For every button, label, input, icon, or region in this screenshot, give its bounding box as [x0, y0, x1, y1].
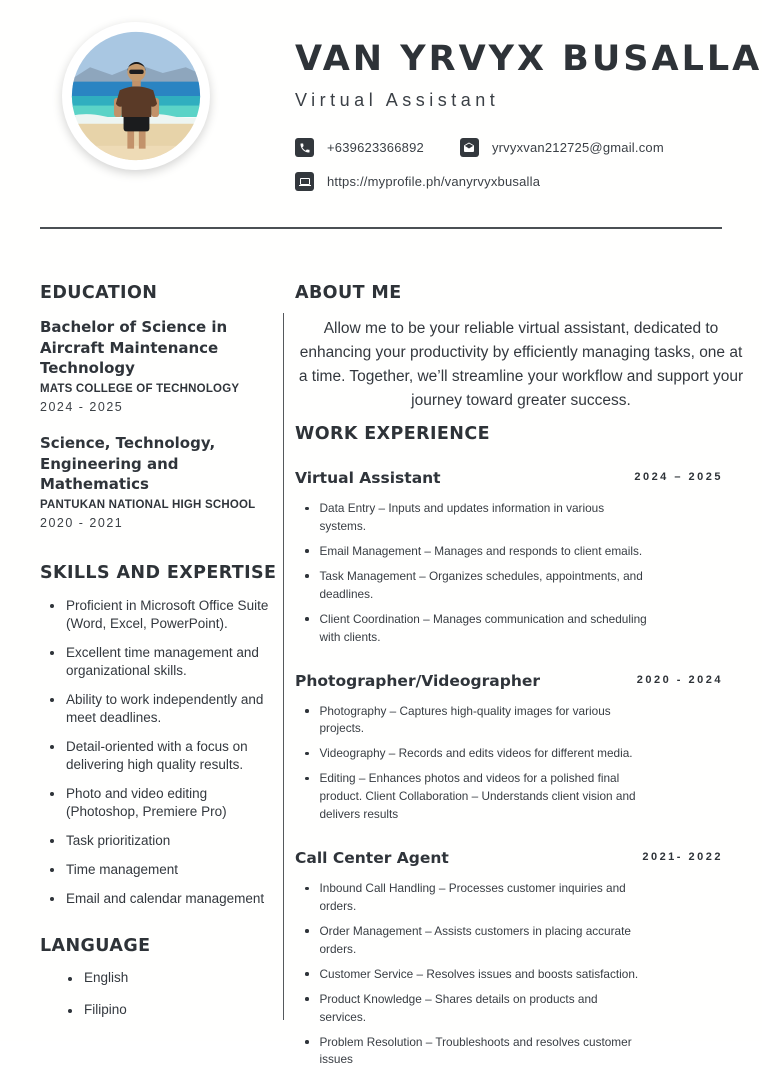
bullet-icon [50, 604, 54, 608]
bullet-icon [305, 929, 309, 933]
email-icon [460, 138, 479, 157]
profile-photo [62, 22, 210, 170]
list-item: Product Knowledge – Shares details on products and services. [305, 991, 647, 1027]
bullet-icon [50, 868, 54, 872]
column-divider [283, 313, 284, 1020]
job-bullet-list [295, 703, 647, 825]
job-bullet-list [295, 880, 647, 1069]
beach-portrait-image [69, 29, 203, 163]
right-column [295, 283, 747, 1076]
list-item: Excellent time management and organizational skills. [50, 644, 280, 680]
email-contact [460, 138, 664, 157]
list-item: Photography – Captures high-quality images for various projects. [305, 703, 647, 739]
list-item: Order Management – Assists customers in placing accurate orders. [305, 923, 647, 959]
website-url: https://myprofile.ph/vanyrvyxbusalla [327, 174, 541, 189]
website-icon [295, 172, 314, 191]
header [295, 39, 762, 206]
job-dates: 2024 – 2025 [634, 471, 723, 484]
list-item: Email and calendar management [50, 890, 280, 908]
list-item: Proficient in Microsoft Office Suite (Word, Excel, PowerPoint). [50, 597, 280, 633]
education-entry [40, 317, 280, 414]
job-title: Call Center Agent [295, 849, 449, 868]
job-title: Virtual Assistant [295, 469, 441, 488]
bullet-icon [305, 549, 309, 553]
list-item: Editing – Enhances photos and videos for a polished final product. Client Collaboration – Understands client vision and delivers results [305, 770, 647, 824]
list-item: Videography – Records and edits videos for different media. [305, 745, 647, 763]
job-entry [295, 672, 723, 825]
list-item: Customer Service – Resolves issues and boosts satisfaction. [305, 966, 647, 984]
job-title-subtitle: Virtual Assistant [295, 90, 500, 110]
bullet-icon [50, 745, 54, 749]
education-dates: 2024 - 2025 [40, 400, 124, 415]
list-item: English [68, 970, 280, 985]
phone-icon [295, 138, 314, 157]
bullet-icon [50, 897, 54, 901]
language-list [40, 970, 280, 1017]
list-item: Detail-oriented with a focus on delivering high quality results. [50, 738, 280, 774]
phone-number: +639623366892 [327, 140, 424, 155]
bullet-icon [68, 1009, 72, 1013]
bullet-icon [50, 792, 54, 796]
job-dates: 2020 - 2024 [636, 673, 723, 686]
bullet-icon [305, 1040, 309, 1044]
bullet-icon [50, 698, 54, 702]
job-dates: 2021- 2022 [642, 851, 723, 864]
list-item: Time management [50, 861, 280, 879]
bullet-icon [305, 997, 309, 1001]
contact-info [295, 138, 735, 191]
list-item: Filipino [68, 1002, 280, 1017]
job-entry [295, 469, 723, 646]
job-entry [295, 849, 723, 1069]
website-contact [295, 172, 540, 191]
job-title: Photographer/Videographer [295, 671, 541, 690]
left-column [40, 283, 280, 1034]
list-item: Email Management – Manages and responds to client emails. [305, 543, 647, 561]
email-address: yrvyxvan212725@gmail.com [491, 140, 664, 155]
page-title: VAN YRVYX BUSALLA [295, 39, 762, 79]
bullet-icon [68, 977, 72, 981]
skills-heading: SKILLS AND EXPERTISE [40, 563, 277, 584]
school-name: PANTUKAN NATIONAL HIGH SCHOOL [40, 499, 256, 512]
bullet-icon [305, 887, 309, 891]
education-dates: 2020 - 2021 [40, 516, 124, 531]
bullet-icon [305, 617, 309, 621]
job-bullet-list [295, 500, 647, 646]
list-item: Ability to work independently and meet deadlines. [50, 691, 280, 727]
list-item: Task Management – Organizes schedules, appointments, and deadlines. [305, 568, 647, 604]
skills-list [40, 597, 280, 907]
list-item: Inbound Call Handling – Processes customer inquiries and orders. [305, 880, 647, 916]
list-item: Problem Resolution – Troubleshoots and resolves customer issues [305, 1034, 647, 1070]
about-text: Allow me to be your reliable virtual assistant, dedicated to enhancing your productivity by efficiently managing tasks, one at a time. Together, we’ll streamline your workflow and support your journey toward greater success. [298, 320, 744, 410]
phone-contact [295, 138, 424, 157]
bullet-icon [305, 507, 309, 511]
bullet-icon [50, 839, 54, 843]
list-item: Client Coordination – Manages communication and scheduling with clients. [305, 611, 647, 647]
list-item: Data Entry – Inputs and updates information in various systems. [305, 500, 647, 536]
school-name: MATS COLLEGE OF TECHNOLOGY [40, 383, 240, 396]
work-experience-heading: WORK EXPERIENCE [295, 424, 490, 445]
bullet-icon [50, 651, 54, 655]
education-entry [40, 433, 280, 530]
degree-title: Science, Technology, Engineering and Mathematics [40, 434, 216, 494]
list-item: Photo and video editing (Photoshop, Premiere Pro) [50, 785, 280, 821]
bullet-icon [305, 709, 309, 713]
degree-title: Bachelor of Science in Aircraft Maintenance Technology [40, 318, 228, 378]
language-heading: LANGUAGE [40, 935, 151, 956]
bullet-icon [305, 777, 309, 781]
bullet-icon [305, 574, 309, 578]
header-divider [40, 227, 722, 229]
about-heading: ABOUT ME [295, 283, 402, 303]
list-item: Task prioritization [50, 832, 280, 850]
education-heading: EDUCATION [40, 283, 158, 303]
bullet-icon [305, 752, 309, 756]
bullet-icon [305, 972, 309, 976]
